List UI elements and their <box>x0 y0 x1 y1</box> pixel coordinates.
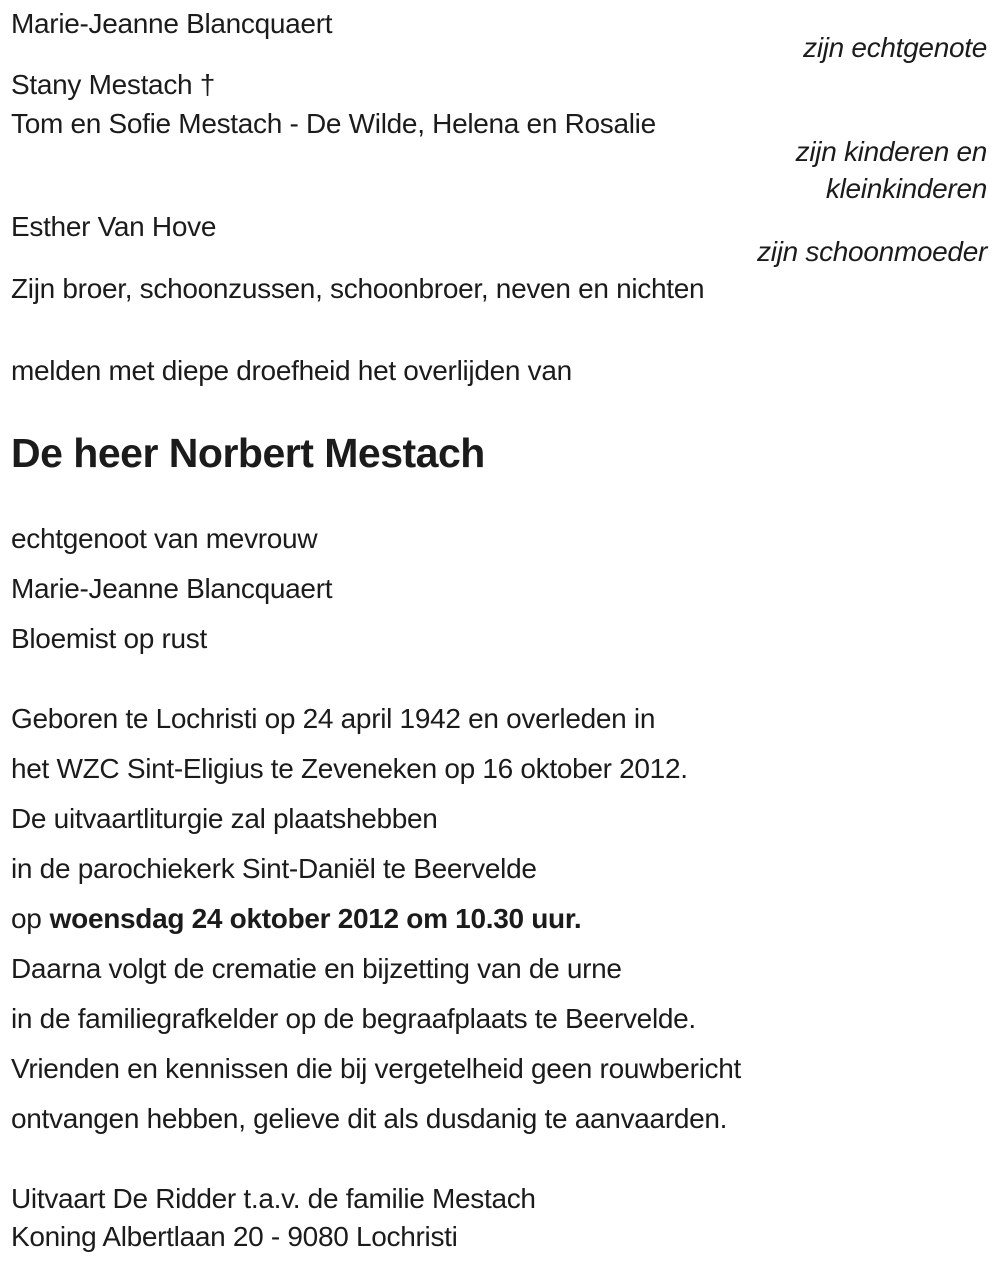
funeral-home-line1: Uitvaart De Ridder t.a.v. de familie Mestach <box>11 1183 536 1214</box>
announcement-intro: melden met diepe droefheid het overlijden van <box>11 355 572 386</box>
funeral-home-line2: Koning Albertlaan 20 - 9080 Lochristi <box>11 1221 458 1252</box>
deceased-subtitle-line2: Marie-Jeanne Blancquaert <box>11 573 333 604</box>
mother-in-law-name: Esther Van Hove <box>11 211 217 242</box>
service-line1: De uitvaartliturgie zal plaatshebben <box>11 803 438 834</box>
children-relation-line1: zijn kinderen en <box>795 136 987 167</box>
apology-line2: ontvangen hebben, gelieve dit als dusdanig te aanvaarden. <box>11 1103 728 1134</box>
born-line2: het WZC Sint-Eligius te Zeveneken op 16 oktober 2012. <box>11 753 688 784</box>
children-relation-line2: kleinkinderen <box>825 173 987 204</box>
spouse-name: Marie-Jeanne Blancquaert <box>11 8 333 39</box>
service-date-prefix: op <box>11 903 42 934</box>
other-relatives: Zijn broer, schoonzussen, schoonbroer, neven en nichten <box>11 273 705 304</box>
born-line1: Geboren te Lochristi op 24 april 1942 en overleden in <box>11 703 656 734</box>
service-date-line <box>11 905 987 933</box>
spouse-relation: zijn echtgenote <box>803 32 987 63</box>
cremation-line1: Daarna volgt de crematie en bijzetting van de urne <box>11 953 622 984</box>
service-line2: in de parochiekerk Sint-Daniël te Beervelde <box>11 853 537 884</box>
deceased-subtitle-line1: echtgenoot van mevrouw <box>11 523 318 554</box>
deceased-son-name: Stany Mestach † <box>11 69 216 100</box>
deceased-subtitle-line3: Bloemist op rust <box>11 623 207 654</box>
deceased-title: De heer Norbert Mestach <box>11 430 485 476</box>
apology-line1: Vrienden en kennissen die bij vergetelheid geen rouwbericht <box>11 1053 741 1084</box>
cremation-line2: in de familiegrafkelder op de begraafplaats te Beervelde. <box>11 1003 696 1034</box>
mother-in-law-relation: zijn schoonmoeder <box>757 236 987 267</box>
children-names: Tom en Sofie Mestach - De Wilde, Helena en Rosalie <box>11 108 656 139</box>
service-date-emphasis: woensdag 24 oktober 2012 om 10.30 uur. <box>49 903 582 934</box>
